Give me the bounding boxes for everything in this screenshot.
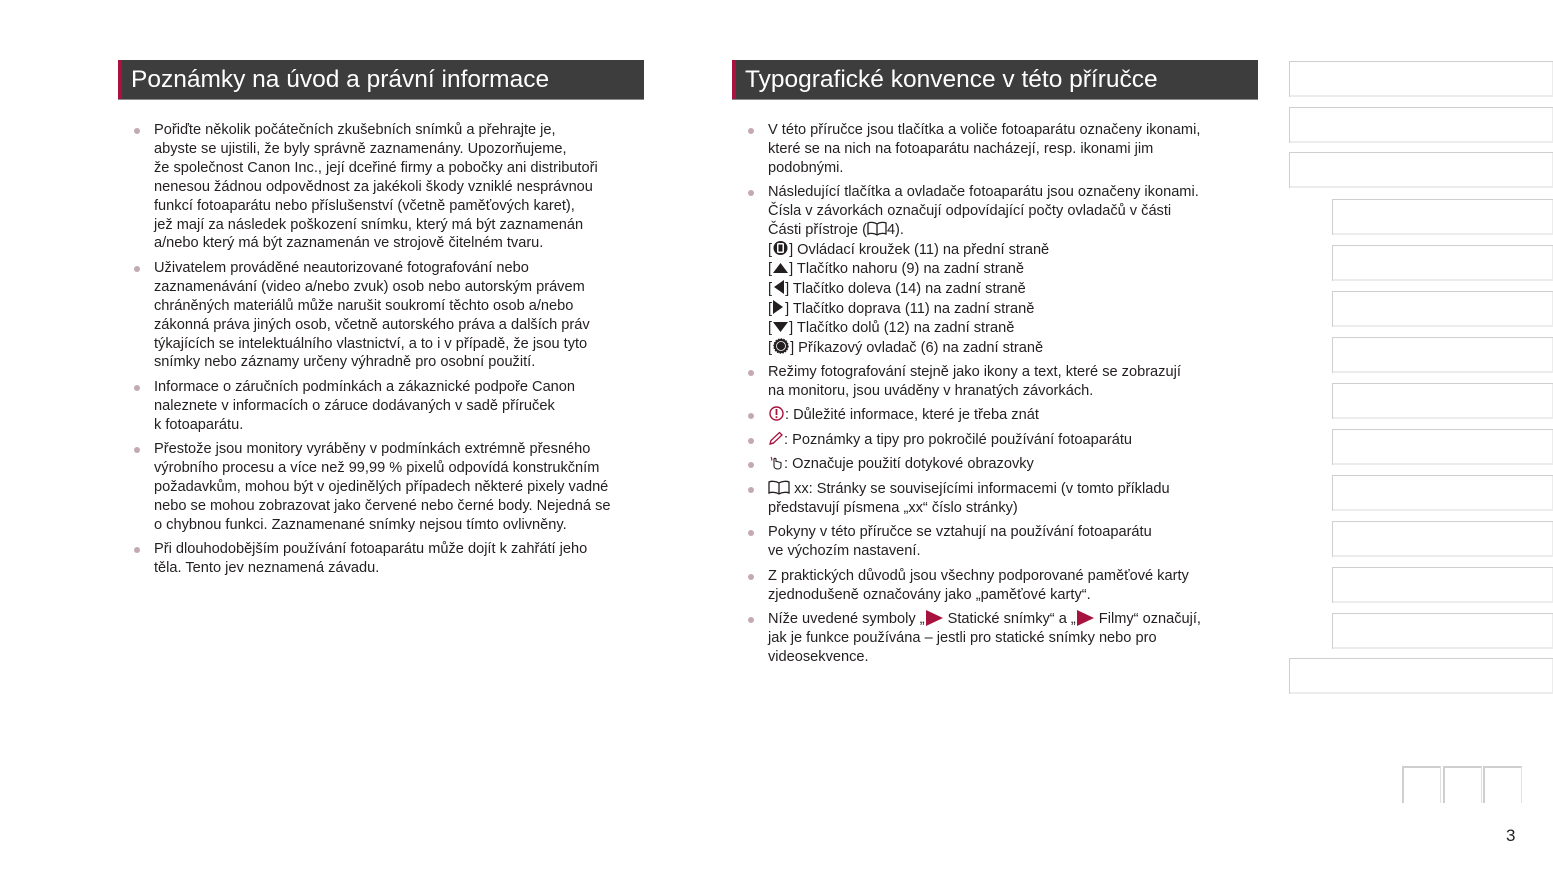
section-heading-conventions: Typografické konvence v této příručce [732, 60, 1258, 99]
control-ring-icon [772, 240, 789, 256]
nav-tab[interactable] [1332, 291, 1553, 327]
left-column [118, 60, 644, 584]
list-item: Uživatelem prováděné neautorizované fotografování nebo zaznamenávání (video a/nebo zvuk) osob nebo autorským právem chráněných materiálů může narušit soukromí těchto osob a/nebo zákonná práva jiných osob, včetně autorského práva a dalších práv týkajících se intelektuálního vlastnictví, a to i v případě, že jsou tyto snímky nebo záznamy určeny výhradně pro osobní použití. [118, 259, 644, 372]
bullet-icon [748, 574, 754, 580]
bullet-icon [748, 487, 754, 493]
nav-button-back[interactable] [1443, 766, 1482, 803]
bullet-icon [748, 190, 754, 196]
important-info-icon [768, 406, 785, 421]
list-item: Z praktických důvodů jsou všechny podporované paměťové karty zjednodušeně označovány jako „paměťové karty“. [732, 567, 1258, 605]
bullet-icon [748, 530, 754, 536]
nav-button-next[interactable] [1483, 766, 1522, 803]
nav-tab[interactable] [1332, 383, 1553, 419]
bullet-icon [134, 447, 140, 453]
list-item: Informace o záručních podmínkách a zákaznické podpoře Canon naleznete v informacích o záruce dodávaných v sadě příruček k fotoaparátu. [118, 378, 644, 435]
nav-tab[interactable] [1332, 245, 1553, 281]
nav-tab[interactable] [1332, 567, 1553, 603]
list-item: xx: Stránky se souvisejícími informacemi (v tomto příkladu představují písmena „xx“ číslo stránky) [732, 480, 1258, 518]
nav-tab[interactable] [1332, 337, 1553, 373]
page-number: 3 [1506, 826, 1516, 845]
nav-tab[interactable] [1289, 658, 1553, 694]
list-item: : Důležité informace, které je třeba znát [732, 406, 1258, 425]
bullet-icon [748, 370, 754, 376]
nav-tab[interactable] [1289, 152, 1553, 188]
right-button-icon [772, 299, 785, 315]
bullet-icon [748, 128, 754, 134]
book-icon [768, 480, 790, 495]
nav-tab[interactable] [1332, 475, 1553, 511]
pencil-note-icon [768, 431, 784, 446]
up-button-icon [772, 261, 789, 275]
bullet-icon [134, 266, 140, 272]
list-item: : Poznámky a tipy pro pokročilé používání fotoaparátu [732, 431, 1258, 450]
bullet-icon [134, 547, 140, 553]
list-item: V této příručce jsou tlačítka a voliče fotoaparátu označeny ikonami, které se na nich na fotoaparátu nacházejí, resp. ikonami jim podobnými. [732, 121, 1258, 178]
list-item: Následující tlačítka a ovladače fotoaparátu jsou označeny ikonami. Čísla v závorkách označují odpovídající počty ovladačů v části Části přístroje ( 4). [ ] Ovládací kroužek (11) na přední straně [ ] Tlačítko nahoru (9) na zadní straně [ ] Tlačítko doleva (14) na zadní straně [ ] Tlačítko doprava (11) na zadní straně [ ] Tlačítko dolů (12) na zadní straně [ ] Příkazový ovladač (6) na zadní straně [732, 183, 1258, 357]
bullet-icon [748, 413, 754, 419]
left-button-icon [772, 279, 785, 295]
list-item: Pokyny v této příručce se vztahují na používání fotoaparátu ve výchozím nastavení. [732, 523, 1258, 561]
bullet-icon [134, 128, 140, 134]
legal-notes-list [118, 121, 644, 578]
list-item: Pořiďte několik počátečních zkušebních snímků a přehrajte je, abyste se ujistili, že byly správně zaznamenány. Upozorňujeme, že společnost Canon Inc., její dceřiné firmy a pobočky ani distributoři nenesou žádnou odpovědnost za jakékoli škody vzniklé nesprávnou funkcí fotoaparátu nebo příslušenství (včetně paměťových karet), jež mají za následek poškození snímku, který má být zaznamenán a/nebo který má být zaznamenán ve strojově čitelném tvaru. [118, 121, 644, 253]
nav-tab[interactable] [1289, 61, 1553, 97]
nav-button-home[interactable] [1402, 766, 1441, 803]
right-column [732, 60, 1258, 673]
bullet-icon [748, 617, 754, 623]
nav-tab[interactable] [1332, 613, 1553, 649]
list-item: Přestože jsou monitory vyráběny v podmínkách extrémně přesného výrobního procesu a více než 99,99 % pixelů odpovídá konstrukčním požadavkům, mohou být v ojedinělých případech některé pixely vadné nebo se mohou zobrazovat jako červené nebo černé body. Nejedná se o chybnou funkci. Zaznamenané snímky nejsou tímto ovlivněny. [118, 440, 644, 535]
list-item: Režimy fotografování stejně jako ikony a text, které se zobrazují na monitoru, jsou uváděny v hranatých závorkách. [732, 363, 1258, 401]
still-images-icon [926, 610, 943, 626]
down-button-icon [772, 320, 789, 334]
list-item: Při dlouhodobějším používání fotoaparátu může dojít k zahřátí jeho těla. Tento jev neznamená závadu. [118, 540, 644, 578]
nav-tab[interactable] [1332, 521, 1553, 557]
nav-tab[interactable] [1332, 199, 1553, 235]
conventions-list [732, 121, 1258, 667]
bullet-icon [748, 438, 754, 444]
list-item: Níže uvedené symboly „ Statické snímky“ a „ Filmy“ označují, jak je funkce používána – jestli pro statické snímky nebo pro videosekvence. [732, 610, 1258, 667]
book-icon [867, 221, 887, 236]
bullet-icon [134, 385, 140, 391]
control-dial-icon [772, 338, 790, 354]
nav-tab[interactable] [1289, 107, 1553, 143]
bullet-icon [748, 462, 754, 468]
list-item: : Označuje použití dotykové obrazovky [732, 455, 1258, 474]
section-heading-legal: Poznámky na úvod a právní informace [118, 60, 644, 99]
nav-tab[interactable] [1332, 429, 1553, 465]
touch-screen-icon [768, 455, 784, 470]
movies-icon [1077, 610, 1094, 626]
